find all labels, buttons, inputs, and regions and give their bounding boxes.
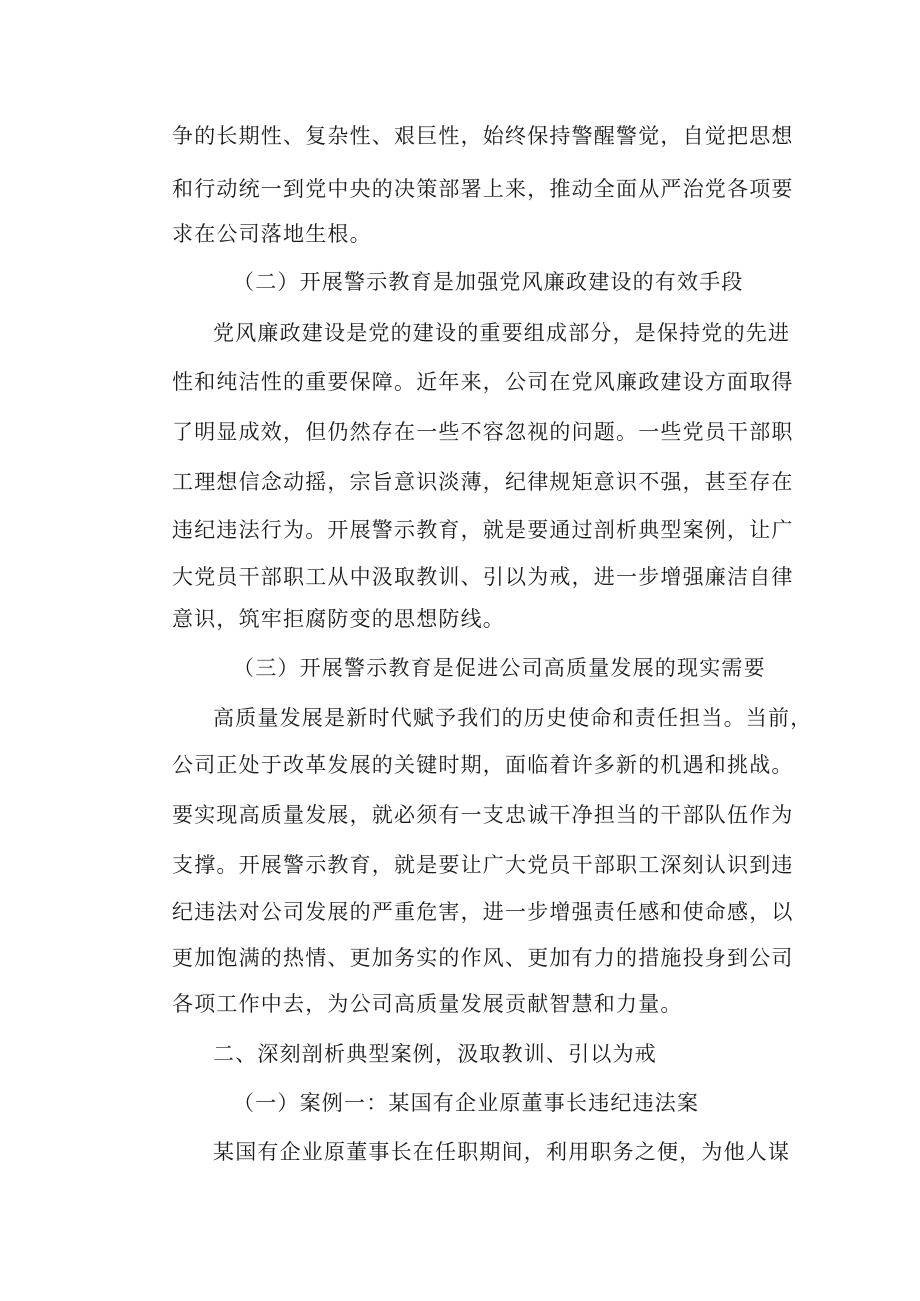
body-text-line: 和行动统一到党中央的决策部署上来，推动全面从严治党各项要 xyxy=(172,177,794,201)
body-text-line: 各项工作中去，为公司高质量发展贡献智慧和力量。 xyxy=(172,992,683,1016)
body-text-line: 公司正处于改革发展的关键时期，面临着许多新的机遇和挑战。 xyxy=(172,753,794,777)
body-text-line: 性和纯洁性的重要保障。近年来，公司在党风廉政建设方面取得 xyxy=(172,370,794,394)
body-text-line: 争的长期性、复杂性、艰巨性，始终保持警醒警觉，自觉把思想 xyxy=(172,124,794,148)
chapter-heading: 二、深刻剖析典型案例，汲取教训、引以为戒 xyxy=(213,1042,657,1066)
body-text-line: 大党员干部职工从中汲取教训、引以为戒，进一步增强廉洁自律 xyxy=(172,565,794,589)
body-text-line: 支撑。开展警示教育，就是要让广大党员干部职工深刻认识到违 xyxy=(172,853,794,877)
body-text-line: 纪违法对公司发展的严重危害，进一步增强责任感和使命感，以 xyxy=(172,900,794,924)
paragraph-first-line: 某国有企业原董事长在任职期间，利用职务之便，为他人谋 xyxy=(213,1140,791,1164)
body-text-line: 意识，筑牢拒腐防变的思想防线。 xyxy=(172,607,505,631)
body-text-line: 了明显成效，但仍然存在一些不容忽视的问题。一些党员干部职 xyxy=(172,420,794,444)
section-heading: （一）案例一：某国有企业原董事长违纪违法案 xyxy=(233,1091,700,1115)
body-text-line: 更加饱满的热情、更加务实的作风、更加有力的措施投身到公司 xyxy=(172,946,794,970)
paragraph-first-line: 高质量发展是新时代赋予我们的历史使命和责任担当。当前， xyxy=(213,706,813,730)
body-text-line: 工理想信念动摇，宗旨意识淡薄，纪律规矩意识不强，甚至存在 xyxy=(172,470,794,494)
section-heading: （二）开展警示教育是加强党风廉政建设的有效手段 xyxy=(233,270,744,294)
body-text-line: 违纪违法行为。开展警示教育，就是要通过剖析典型案例，让广 xyxy=(172,518,794,542)
section-heading: （三）开展警示教育是促进公司高质量发展的现实需要 xyxy=(233,656,766,680)
body-text-line: 求在公司落地生根。 xyxy=(172,222,372,246)
paragraph-first-line: 党风廉政建设是党的建设的重要组成部分，是保持党的先进 xyxy=(213,321,791,345)
body-text-line: 要实现高质量发展，就必须有一支忠诚干净担当的干部队伍作为 xyxy=(172,803,794,827)
